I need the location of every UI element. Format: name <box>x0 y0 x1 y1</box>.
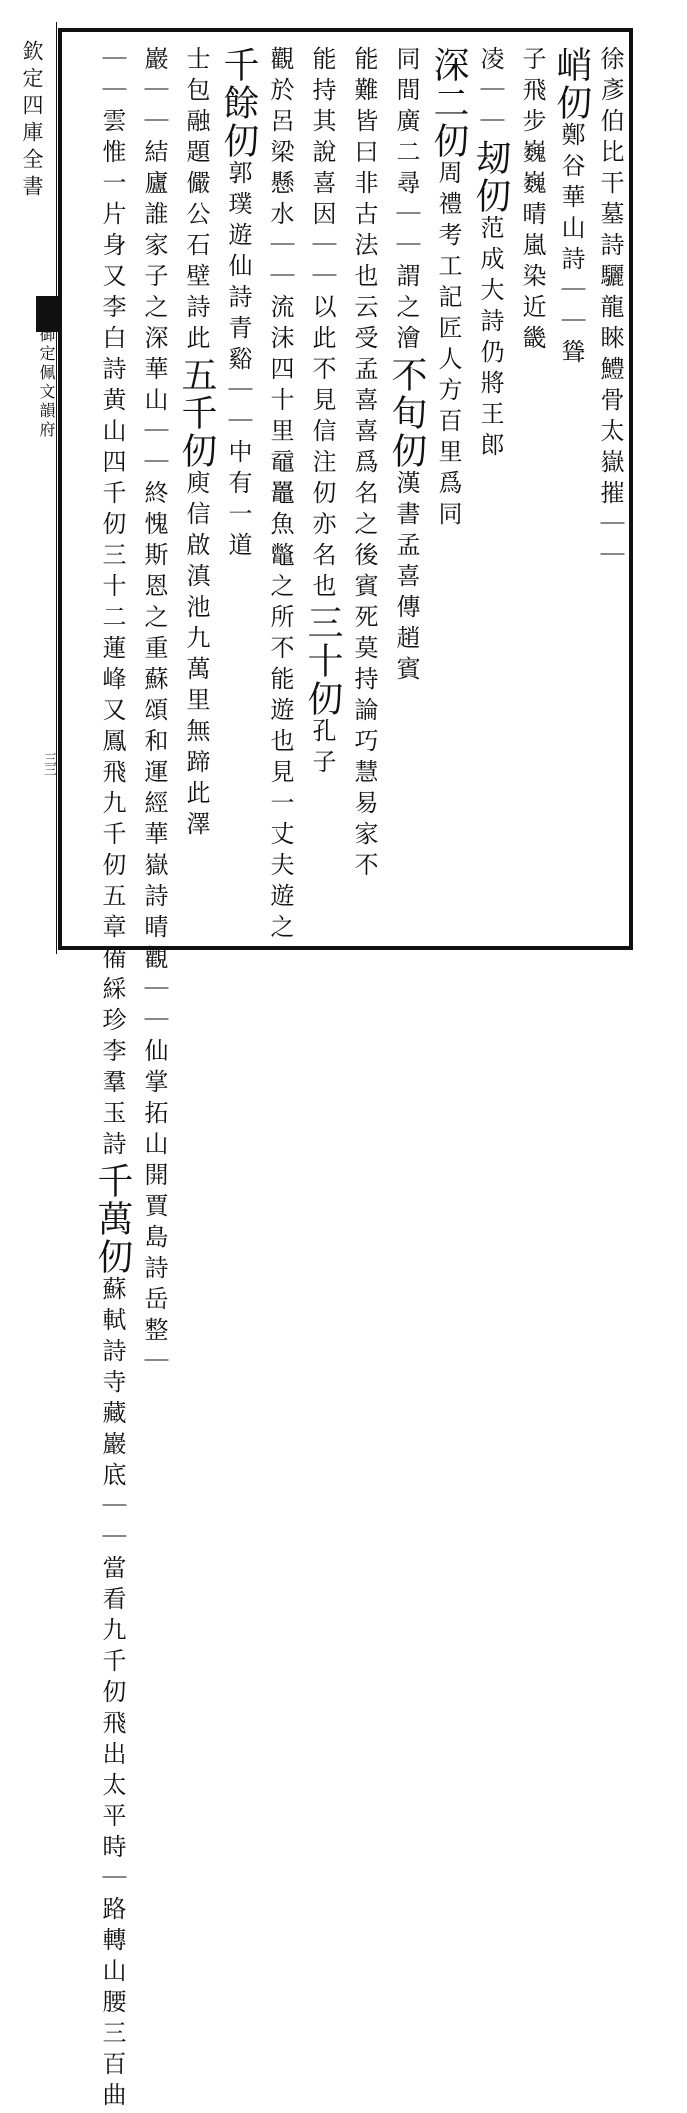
book-title: 欽定四庫全書 <box>20 40 44 202</box>
text-column-2: 峭仞鄭谷華山詩｜｜聳 <box>551 46 592 370</box>
text-column-12: 巖｜｜結廬誰家子之深華山｜｜終愧斯恩之重蘇頌和運經華嶽詩晴觀｜｜仙掌拓山開賈島詩岳整｜ <box>140 46 168 1379</box>
margin-rule <box>56 22 57 954</box>
text-column-10: 千餘仞郭璞遊仙詩青谿｜｜中有一道 <box>218 46 259 563</box>
text-column-8: 能持其說喜因｜｜以此不見信注仞亦名也三十仞孔子 <box>302 46 343 780</box>
text-column-6: 同間廣二尋｜｜謂之澮不旬仞漢書孟喜傳趙賓 <box>386 46 427 687</box>
text-column-7: 能難皆曰非古法也云受孟喜喜爲名之後賓死莫持論巧慧易家不 <box>350 46 378 883</box>
page-number: 三三 <box>41 752 56 774</box>
text-column-5: 深二仞周禮考工記匠人方百里爲同 <box>428 46 469 532</box>
text-column-13: ｜｜雲惟一片身又李白詩黄山四千仞三十二蓮峰又鳳飛九千仞五章備綵珍李羣玉詩千萬仞蘇軾詩寺藏巖底｜｜當看九千仞飛出太平時｜路轉山腰三百曲 <box>92 46 133 2113</box>
text-column-4: 凌｜｜刼仞范成大詩仍將王郎 <box>470 46 511 463</box>
text-column-3: 子飛步巍巍晴嵐染近畿 <box>518 46 546 356</box>
text-column-9: 觀於呂梁懸水｜｜流沫四十里黿鼉魚鼈之所不能遊也見一丈夫遊之 <box>266 46 294 945</box>
text-column-11: 士包融題儼公石壁詩此五千仞庾信啟滇池九萬里無蹄此澤 <box>176 46 217 842</box>
text-column-1: 徐彥伯比干墓詩驪龍睞鱧骨太嶽摧｜｜ <box>596 46 624 573</box>
book-subtitle: 御定佩文韻府 <box>37 326 56 440</box>
